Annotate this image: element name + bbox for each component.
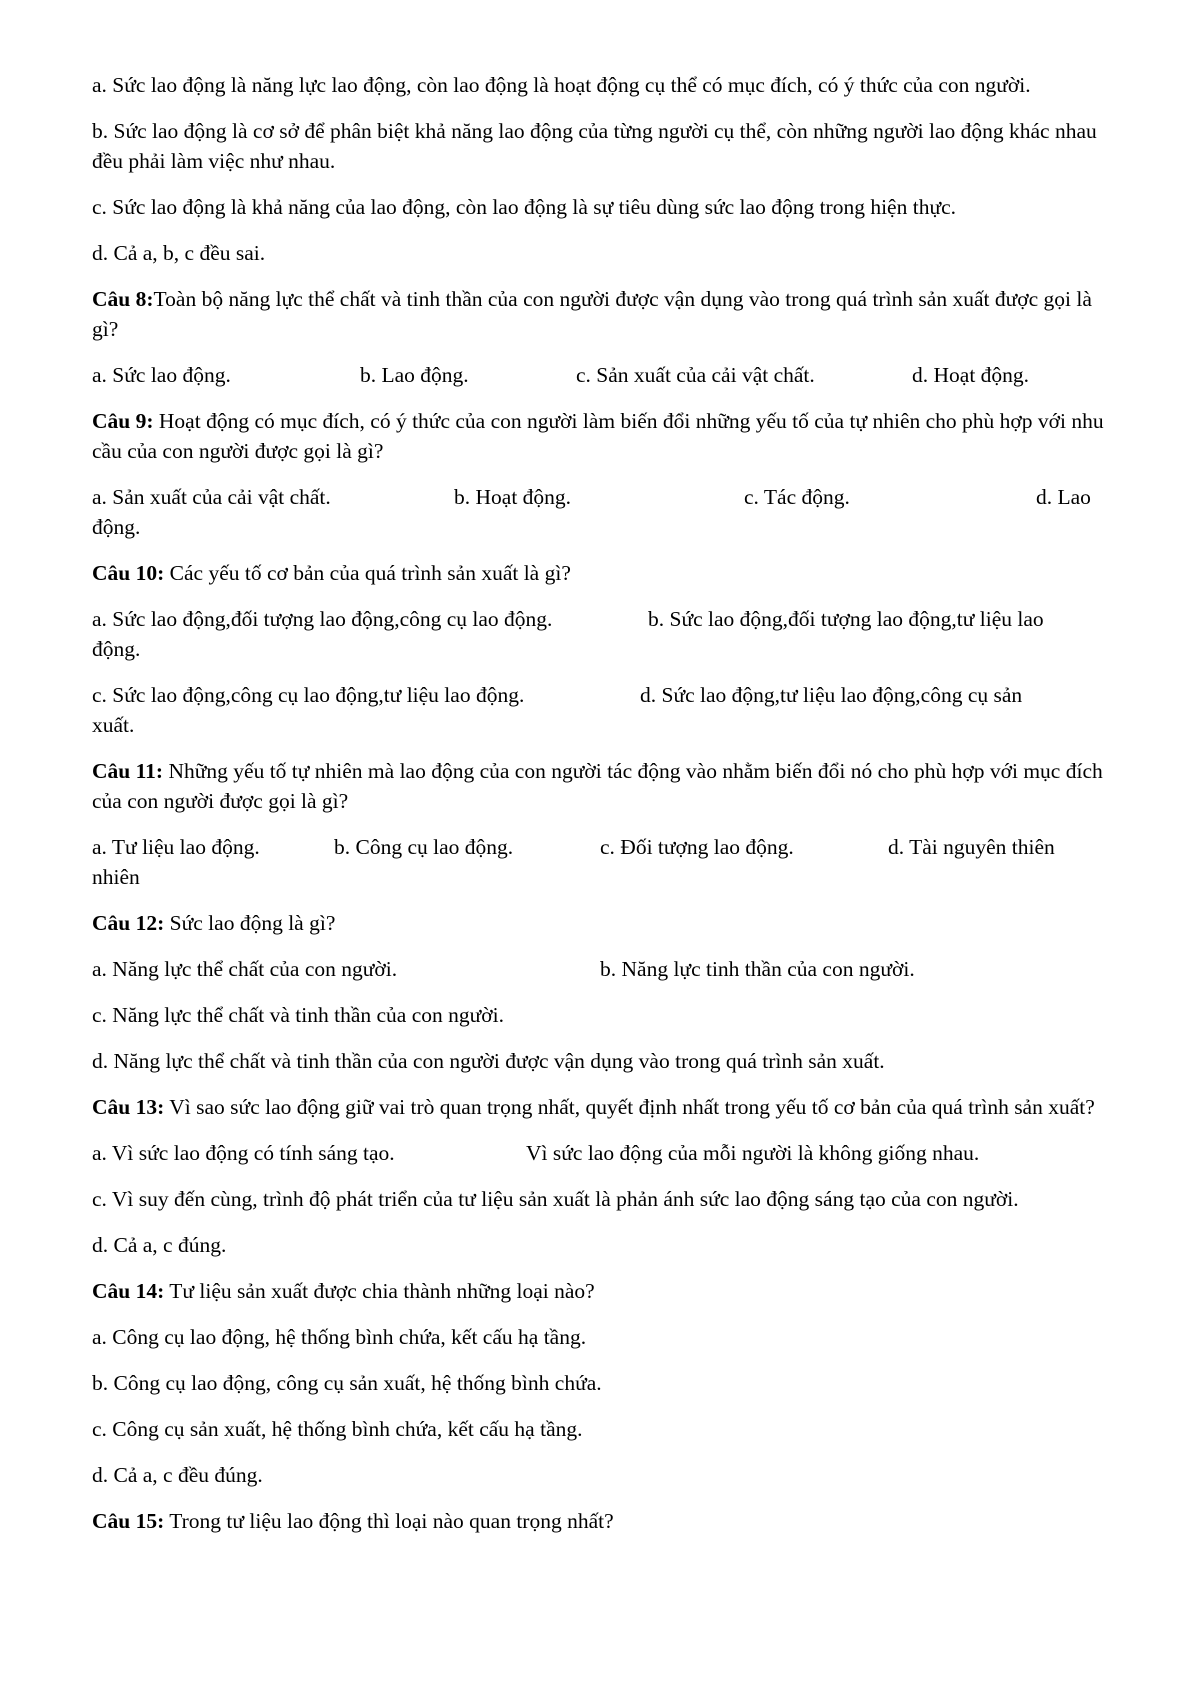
question-label: Câu 14: (92, 1279, 165, 1303)
option-b: b. Hoạt động. (454, 485, 572, 509)
option-d: d. Tài nguyên thiên (888, 835, 1055, 859)
question-text: Trong tư liệu lao động thì loại nào quan trọng nhất? (164, 1509, 614, 1533)
question-label: Câu 11: (92, 759, 164, 783)
option-d: d. Sức lao động,tư liệu lao động,công cụ sản (640, 683, 1023, 707)
question-label: Câu 15: (92, 1509, 165, 1533)
option-a: a. Năng lực thể chất của con người. (92, 957, 398, 981)
option-a: a. Sản xuất của cải vật chất. (92, 485, 331, 509)
option-b: Vì sức lao động của mỗi người là không giống nhau. (526, 1141, 980, 1165)
options-row (92, 482, 1112, 542)
option-a: a. Tư liệu lao động. (92, 835, 260, 859)
option-a: a. Công cụ lao động, hệ thống bình chứa, kết cấu hạ tầng. (92, 1325, 587, 1349)
question-text: Những yếu tố tự nhiên mà lao động của con người tác động vào nhằm biến đổi nó cho phù hợp với mục đích của con người được gọi là gì? (92, 759, 1103, 813)
option-a: a. Sức lao động là năng lực lao động, còn lao động là hoạt động cụ thể có mục đích, có ý thức của con người. (92, 73, 1031, 97)
option-a: a. Sức lao động,đối tượng lao động,công cụ lao động. (92, 607, 553, 631)
option-c: c. Tác động. (744, 485, 850, 509)
options-row (92, 604, 1112, 664)
options-row (92, 360, 1112, 390)
option-d: d. Hoạt động. (912, 363, 1030, 387)
option-b: b. Công cụ lao động, công cụ sản xuất, hệ thống bình chứa. (92, 1371, 602, 1395)
option-d: d. Cả a, b, c đều sai. (92, 241, 266, 265)
option-d-continued: xuất. (92, 713, 135, 737)
question-14 (92, 1276, 1112, 1306)
question-11 (92, 756, 1112, 816)
option-c: c. Đối tượng lao động. (600, 835, 794, 859)
question-label: Câu 12: (92, 911, 165, 935)
option-b: b. Năng lực tinh thần của con người. (600, 957, 915, 981)
option-c: c. Vì suy đến cùng, trình độ phát triển của tư liệu sản xuất là phản ánh sức lao động sáng tạo của con người. (92, 1187, 1019, 1211)
option-d-continued: động. (92, 515, 141, 539)
question-label: Câu 8: (92, 287, 154, 311)
question-text: Hoạt động có mục đích, có ý thức của con người làm biến đổi những yếu tố của tự nhiên cho phù hợp với nhu cầu của con người được gọi là gì? (92, 409, 1104, 463)
option-d: d. Cả a, c đúng. (92, 1233, 227, 1257)
question-text: Các yếu tố cơ bản của quá trình sản xuất là gì? (164, 561, 571, 585)
option-c: c. Công cụ sản xuất, hệ thống bình chứa, kết cấu hạ tầng. (92, 1417, 583, 1441)
option-c: c. Năng lực thể chất và tinh thần của con người. (92, 1003, 504, 1027)
question-12 (92, 908, 1112, 938)
option-b: b. Sức lao động,đối tượng lao động,tư liệu lao (648, 607, 1044, 631)
question-13 (92, 1092, 1112, 1122)
option-d-continued: nhiên (92, 865, 140, 889)
question-label: Câu 10: (92, 561, 165, 585)
option-d: d. Năng lực thể chất và tinh thần của con người được vận dụng vào trong quá trình sản xuất. (92, 1049, 885, 1073)
options-row (92, 954, 1112, 984)
option-b: b. Lao động. (360, 363, 469, 387)
option-c: c. Sản xuất của cải vật chất. (576, 363, 815, 387)
document-page (92, 70, 1112, 1536)
question-text: Toàn bộ năng lực thể chất và tinh thần của con người được vận dụng vào trong quá trình sản xuất được gọi là gì? (92, 287, 1092, 341)
question-9 (92, 406, 1112, 466)
option-b-continued: động. (92, 637, 141, 661)
question-15 (92, 1506, 1112, 1536)
question-text: Sức lao động là gì? (164, 911, 336, 935)
option-d: d. Lao (1036, 485, 1091, 509)
question-10 (92, 558, 1112, 588)
option-a: a. Sức lao động. (92, 363, 231, 387)
option-b: b. Công cụ lao động. (334, 835, 514, 859)
option-b: b. Sức lao động là cơ sở để phân biệt khả năng lao động của từng người cụ thể, còn những người lao động khác nhau đều phải làm việc như nhau. (92, 119, 1097, 173)
question-label: Câu 13: (92, 1095, 165, 1119)
option-a: a. Vì sức lao động có tính sáng tạo. (92, 1141, 395, 1165)
options-row (92, 1138, 1112, 1168)
question-text: Vì sao sức lao động giữ vai trò quan trọng nhất, quyết định nhất trong yếu tố cơ bản của quá trình sản xuất? (164, 1095, 1095, 1119)
options-row (92, 680, 1112, 740)
option-d: d. Cả a, c đều đúng. (92, 1463, 263, 1487)
question-label: Câu 9: (92, 409, 154, 433)
options-row (92, 832, 1112, 892)
option-c: c. Sức lao động là khả năng của lao động, còn lao động là sự tiêu dùng sức lao động trong hiện thực. (92, 195, 957, 219)
option-c: c. Sức lao động,công cụ lao động,tư liệu lao động. (92, 683, 525, 707)
question-text: Tư liệu sản xuất được chia thành những loại nào? (164, 1279, 595, 1303)
question-8 (92, 284, 1112, 344)
